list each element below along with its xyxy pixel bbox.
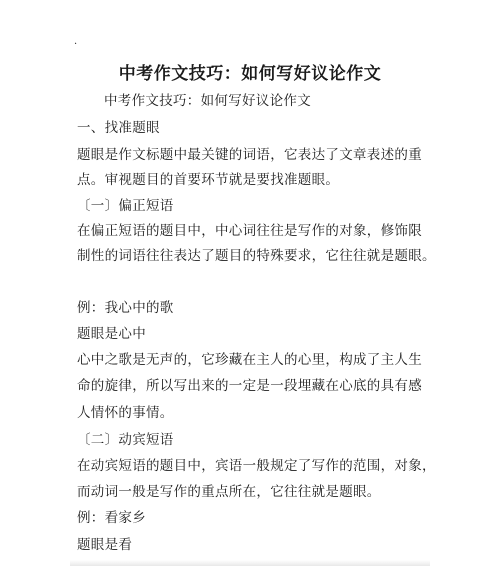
paragraph-line: 点。审视题目的首要环节就是要找准题眼。 <box>77 172 340 188</box>
paragraph-line: 命的旋律，所以写出来的一定是一段埋藏在心底的具有感 <box>77 378 422 394</box>
document-subtitle: 中考作文技巧：如何写好议论作文 <box>104 93 311 109</box>
paragraph-line: 心中之歌是无声的，它珍藏在主人的心里，构成了主人生 <box>77 352 422 368</box>
bottom-edge-shadow <box>70 560 430 566</box>
paragraph-line: 题眼是心中 <box>77 326 146 342</box>
paragraph-line: 制性的词语往往表达了题目的特殊要求，它往往就是题眼。 <box>77 248 436 264</box>
subsection-heading: 〔二〕动宾短语 <box>77 432 174 448</box>
example-line: 例：看家乡 <box>77 510 146 526</box>
document-title: 中考作文技巧：如何写好议论作文 <box>118 64 382 84</box>
section-heading: 一、找准题眼 <box>77 120 160 136</box>
paragraph-line: 而动词一般是写作的重点所在，它往往就是题眼。 <box>77 484 381 500</box>
paragraph-line: 在动宾短语的题目中，宾语一般规定了写作的范围，对象， <box>77 458 436 474</box>
paragraph-line: 题眼是作文标题中最关键的词语，它表达了文章表述的重 <box>77 147 422 163</box>
paragraph-line: 人情怀的事情。 <box>77 405 174 421</box>
subsection-heading: 〔一〕偏正短语 <box>77 198 174 214</box>
paragraph-line: 在偏正短语的题目中，中心词往往是写作的对象，修饰限 <box>77 223 422 239</box>
page-dot: · <box>74 39 78 50</box>
example-line: 例：我心中的歌 <box>77 300 174 316</box>
paragraph-line: 题眼是看 <box>77 537 133 553</box>
